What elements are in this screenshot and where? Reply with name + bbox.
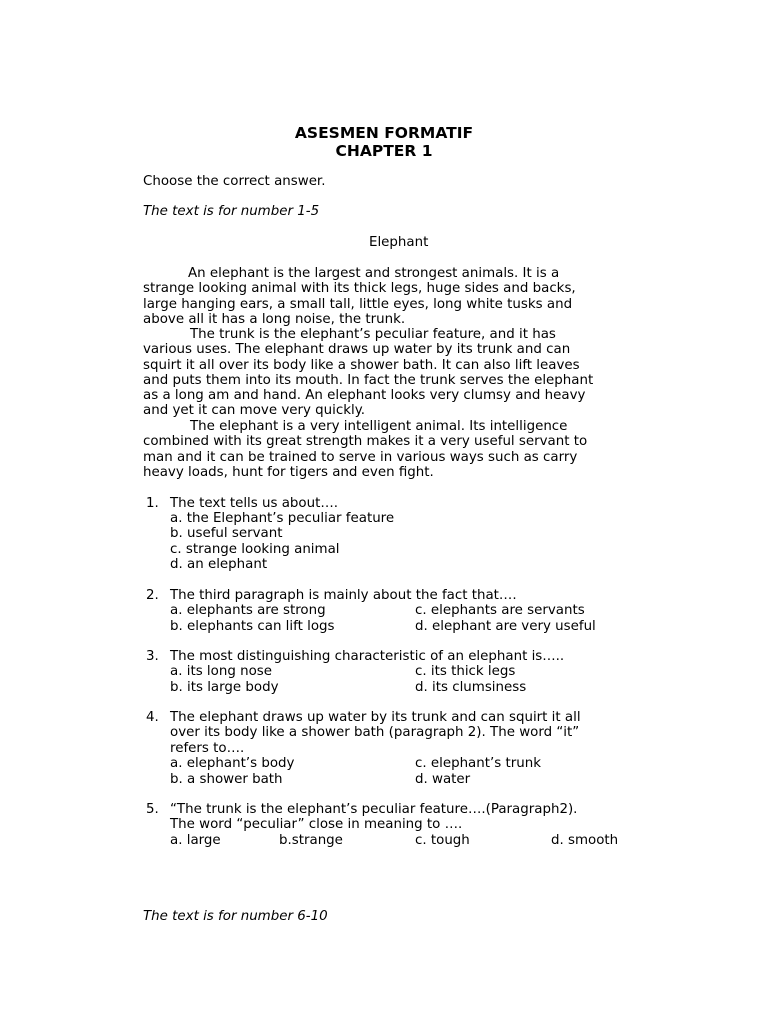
option-c[interactable]: c. strange looking animal bbox=[170, 542, 340, 557]
option-b[interactable]: b.strange bbox=[279, 833, 343, 848]
paragraph-line: strange looking animal with its thick legs, huge sides and backs, bbox=[143, 281, 576, 297]
passage-paragraph-2 bbox=[143, 327, 663, 419]
question-stem: The word “peculiar” close in meaning to …. bbox=[170, 817, 463, 832]
paragraph-line: An elephant is the largest and strongest animals. It is a bbox=[188, 266, 560, 281]
text-note: The text is for number 1-5 bbox=[143, 204, 320, 219]
paragraph-line: various uses. The elephant draws up water by its trunk and can bbox=[143, 342, 571, 358]
passage-paragraph-3 bbox=[143, 419, 663, 480]
passage-title: Elephant bbox=[369, 235, 429, 250]
option-d[interactable]: d. an elephant bbox=[170, 557, 268, 572]
paragraph-line: squirt it all over its body like a shower bath. It can also lift leaves bbox=[143, 357, 580, 373]
document-subtitle: CHAPTER 1 bbox=[335, 142, 433, 160]
option-b[interactable]: b. its large body bbox=[170, 680, 279, 695]
document-title: ASESMEN FORMATIF bbox=[294, 124, 474, 142]
paragraph-line: combined with its great strength makes it a very useful servant to bbox=[143, 434, 588, 450]
question-stem: The text tells us about…. bbox=[170, 496, 339, 511]
paragraph-line: The trunk is the elephant’s peculiar feature, and it has bbox=[190, 327, 556, 342]
option-d[interactable]: d. its clumsiness bbox=[415, 680, 527, 695]
option-c[interactable]: c. elephants are servants bbox=[415, 603, 585, 618]
text-note: The text is for number 6-10 bbox=[143, 909, 328, 924]
option-c[interactable]: c. elephant’s trunk bbox=[415, 756, 541, 771]
option-c[interactable]: c. its thick legs bbox=[415, 664, 516, 679]
question-number: 3. bbox=[146, 649, 159, 664]
paragraph-line: heavy loads, hunt for tigers and even fight. bbox=[143, 464, 434, 480]
question-stem: over its body like a shower bath (paragraph 2). The word “it” bbox=[170, 725, 580, 740]
question-stem: The elephant draws up water by its trunk and can squirt it all bbox=[170, 710, 581, 725]
question-stem: refers to…. bbox=[170, 741, 245, 756]
passage-paragraph-1 bbox=[143, 266, 663, 327]
paragraph-line: The elephant is a very intelligent animal. Its intelligence bbox=[190, 419, 568, 434]
option-a[interactable]: a. elephants are strong bbox=[170, 603, 326, 618]
option-d[interactable]: d. water bbox=[415, 772, 471, 787]
question-stem: The third paragraph is mainly about the fact that…. bbox=[170, 588, 517, 603]
option-b[interactable]: b. elephants can lift logs bbox=[170, 619, 335, 634]
question-number: 1. bbox=[146, 496, 159, 511]
paragraph-line: and yet it can move very quickly. bbox=[143, 403, 365, 419]
option-a[interactable]: a. elephant’s body bbox=[170, 756, 295, 771]
question-number: 5. bbox=[146, 802, 159, 817]
option-b[interactable]: b. useful servant bbox=[170, 526, 283, 541]
paragraph-line: as a long am and hand. An elephant looks very clumsy and heavy bbox=[143, 388, 586, 404]
paragraph-line: large hanging ears, a small tall, little eyes, long white tusks and bbox=[143, 296, 573, 312]
paragraph-line: above all it has a long noise, the trunk. bbox=[143, 311, 406, 327]
option-d[interactable]: d. smooth bbox=[551, 833, 619, 848]
option-c[interactable]: c. tough bbox=[415, 833, 470, 848]
paragraph-line: and puts them into its mouth. In fact the trunk serves the elephant bbox=[143, 372, 594, 388]
option-b[interactable]: b. a shower bath bbox=[170, 772, 283, 787]
instructions: Choose the correct answer. bbox=[143, 174, 326, 189]
question-stem: “The trunk is the elephant’s peculiar feature….(Paragraph2). bbox=[170, 802, 578, 817]
question-number: 2. bbox=[146, 588, 159, 603]
option-d[interactable]: d. elephant are very useful bbox=[415, 619, 596, 634]
question-stem: The most distinguishing characteristic of an elephant is….. bbox=[170, 649, 565, 664]
paragraph-line: man and it can be trained to serve in various ways such as carry bbox=[143, 449, 578, 465]
question-number: 4. bbox=[146, 710, 159, 725]
option-a[interactable]: a. the Elephant’s peculiar feature bbox=[170, 511, 395, 526]
option-a[interactable]: a. large bbox=[170, 833, 221, 848]
option-a[interactable]: a. its long nose bbox=[170, 664, 272, 679]
